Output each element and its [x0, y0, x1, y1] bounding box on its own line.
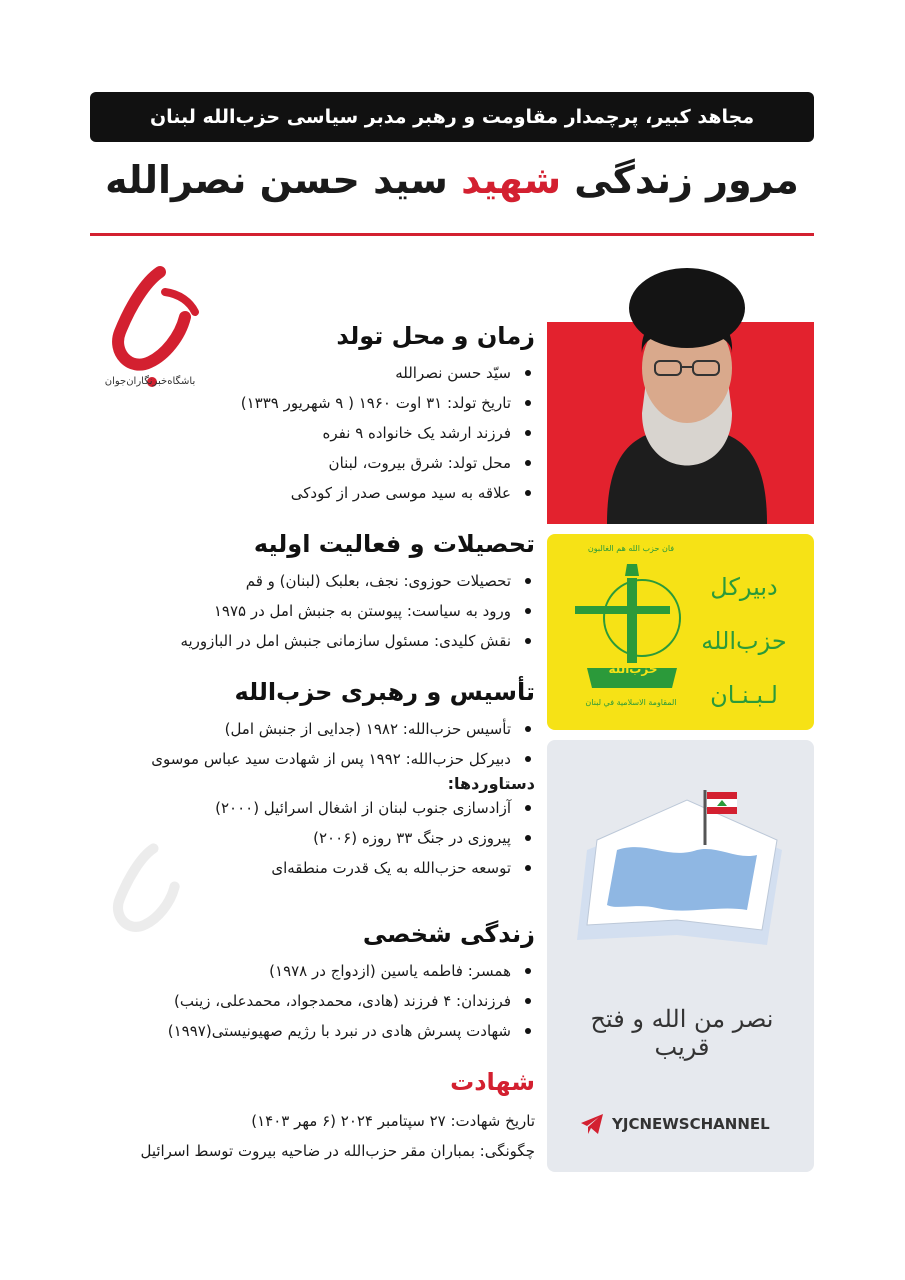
logo-caption: باشگاه‌خبرنگاران‌جوان: [104, 376, 196, 387]
title-red: شهید: [461, 158, 562, 202]
channel-link[interactable]: [580, 1113, 800, 1135]
section-personal: [95, 920, 535, 1046]
list-item: آزادسازی جنوب لبنان از اشغال اسرائیل (۲۰۰۰): [95, 793, 511, 823]
section-martyrdom: [95, 1068, 535, 1166]
page-title: [90, 158, 814, 202]
list-item: تحصیلات حوزوی: نجف، بعلبک (لبنان) و قم: [95, 566, 511, 596]
list-item: نقش کلیدی: مسئول سازمانی جنبش امل در البازوریه: [95, 626, 511, 656]
emblem-top-text: فان حزب الله هم الغالبون: [587, 544, 675, 553]
section-title: زمان و محل تولد: [336, 322, 535, 350]
subtitle-bar: [90, 92, 814, 142]
list-item: شهادت پسرش هادی در نبرد با رژیم صهیونیستی(۱۹۹۷): [95, 1016, 511, 1046]
list-item: توسعه حزب‌الله به یک قدرت منطقه‌ای: [95, 853, 511, 883]
hezbollah-card: [547, 534, 814, 730]
section-title: زندگی شخصی: [362, 920, 535, 948]
list-item: محل تولد: شرق بیروت، لبنان: [95, 448, 511, 478]
hezbollah-emblem-icon: [567, 548, 697, 718]
list-item: علاقه به سید موسی صدر از کودکی: [95, 478, 511, 508]
list-item: تاریخ تولد: ۳۱ اوت ۱۹۶۰ ( ۹ شهریور ۱۳۳۹): [95, 388, 511, 418]
card-line1: دبیرکل: [710, 573, 778, 601]
map-card: [547, 740, 814, 1172]
list-item: همسر: فاطمه یاسین (ازدواج در ۱۹۷۸): [95, 956, 511, 986]
section-education: [95, 530, 535, 656]
section-title: شهادت: [450, 1068, 535, 1096]
section-birth: [95, 322, 535, 508]
emblem-bottom-text: المقاومة الاسلامية في لبنان: [585, 698, 677, 707]
list-item: دبیرکل حزب‌الله: ۱۹۹۲ پس از شهادت سید عباس موسوی: [95, 744, 511, 774]
list-item: فرزندان: ۴ فرزند (هادی، محمدجواد، محمدعلی، زینب): [95, 986, 511, 1016]
card-line2: حزب‌الله: [701, 627, 787, 655]
card-line3: لـبـنـان: [710, 681, 778, 709]
title-divider: [90, 233, 814, 236]
list-item: فرزند ارشد یک خانواده ۹ نفره: [95, 418, 511, 448]
emblem-word: حزب‌الله: [608, 662, 658, 676]
folded-map-icon: [567, 770, 797, 950]
martyrdom-date: تاریخ شهادت: ۲۷ سپتامبر ۲۰۲۴ (۶ مهر ۱۴۰۳): [251, 1112, 535, 1130]
portrait-image: [587, 253, 787, 524]
achievements-label: دستاوردها:: [447, 774, 535, 793]
section-title: تأسیس و رهبری حزب‌الله: [234, 678, 535, 706]
list-item: ورود به سیاست: پیوستن به جنبش امل در ۱۹۷۵: [95, 596, 511, 626]
title-part2: سید حسن نصرالله: [105, 158, 448, 202]
channel-name: YJCNEWSCHANNEL: [612, 1115, 770, 1133]
martyrdom-how: چگونگی: بمباران مقر حزب‌الله در ضاحیه بیروت توسط اسرائیل: [140, 1142, 535, 1160]
list-item: سیّد حسن نصرالله: [95, 358, 511, 388]
calligraphy-text: نصر من الله و فتح قریب: [590, 1005, 774, 1061]
list-item: پیروزی در جنگ ۳۳ روزه (۲۰۰۶): [95, 823, 511, 853]
section-founding: [95, 678, 535, 883]
title-part1: مرور زندگی: [574, 158, 799, 202]
telegram-icon: [580, 1113, 604, 1135]
section-title: تحصیلات و فعالیت اولیه: [253, 530, 535, 558]
subtitle-text: مجاهد کبیر، پرچمدار مقاومت و رهبر مدبر سیاسی حزب‌الله لبنان: [149, 106, 755, 128]
list-item: تأسیس حزب‌الله: ۱۹۸۲ (جدایی از جنبش امل): [95, 714, 511, 744]
